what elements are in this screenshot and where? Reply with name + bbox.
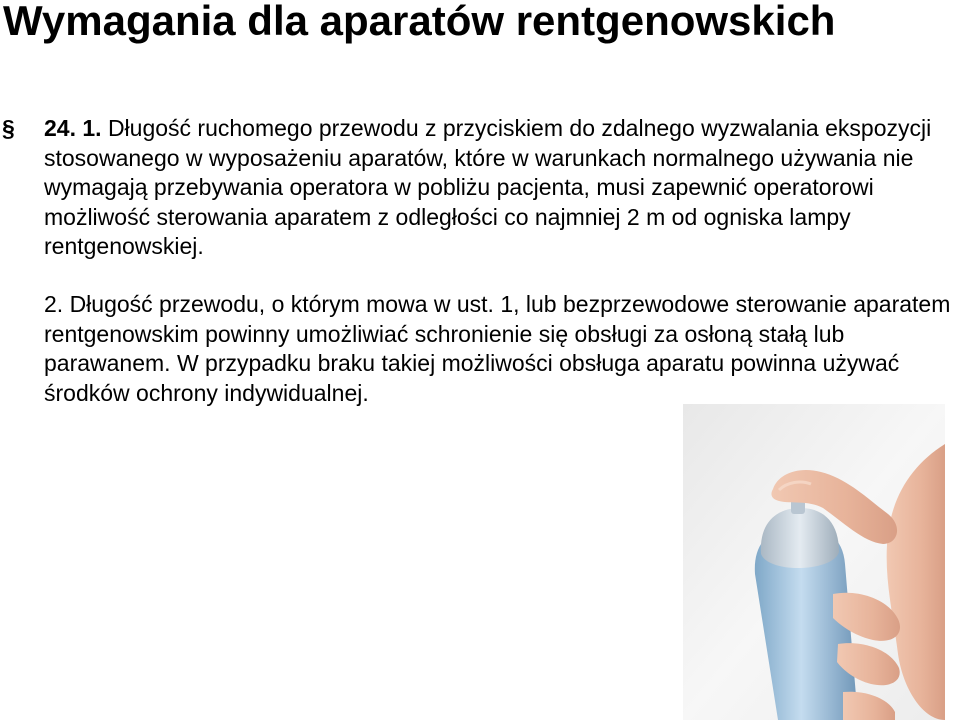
section-marker: § — [2, 115, 15, 141]
paragraph-1 — [2, 114, 956, 262]
paragraph-1-number: 24. 1. — [44, 115, 102, 141]
paragraph-2 — [44, 290, 956, 408]
paragraph-2-text: 2. Długość przewodu, o którym mowa w ust. 1, lub bezprzewodowe sterowanie aparatem rentgenowskim powinny umożliwiać schronienie się obsługi za osłoną stałą lub parawanem. W przypadku braku takiej możliwości obsługa aparatu powinna używać środków ochrony indywidualnej. — [44, 291, 951, 406]
paragraph-1-text: Długość ruchomego przewodu z przyciskiem do zdalnego wyzwalania ekspozycji stosowanego w wyposażeniu aparatów, które w warunkach normalnego używania nie wymagają przebywania operatora w pobliżu pacjenta, musi zapewnić operatorowi możliwość sterowania aparatem z odległości co najmniej 2 m od ogniska lampy rentgenowskiej. — [44, 115, 932, 259]
slide-title: Wymagania dla aparatów rentgenowskich — [3, 0, 836, 44]
hand-pressing-spray-button-photo — [683, 404, 945, 720]
